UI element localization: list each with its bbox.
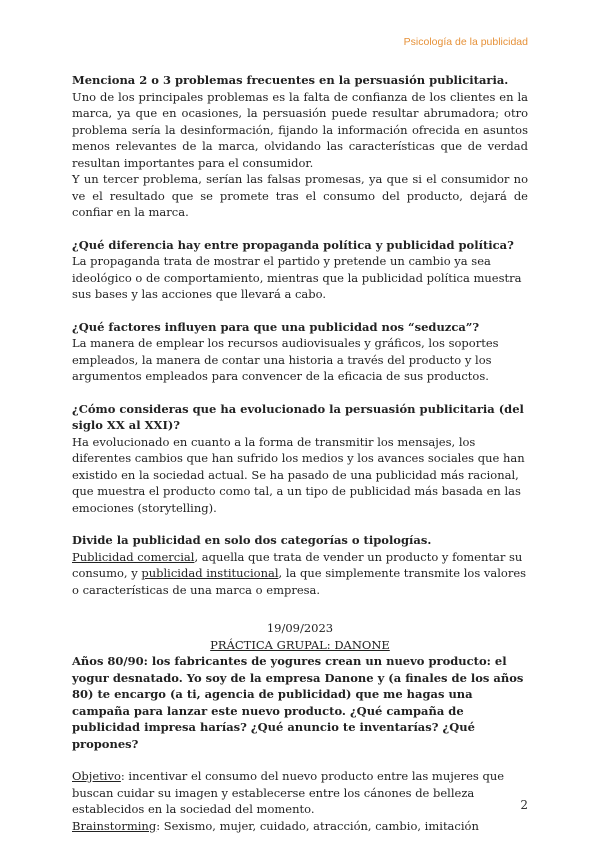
- objective-paragraph: [72, 768, 528, 818]
- question-4: ¿Cómo consideras que ha evolucionado la persuasión publicitaria (del siglo XX al XXI)?: [72, 401, 524, 432]
- answer-2: La propaganda trata de mostrar el partido y pretende un cambio ya sea ideológico o de comportamiento, mientras que la publicidad política muestra sus bases y las acciones que llevará a cabo.: [72, 254, 522, 301]
- answer-1-paragraph-1: Uno de los principales problemas es la falta de confianza de los clientes en la marca, ya que en ocasiones, la persuasión puede resultar abrumadora; otro problema sería la desinformación, fijando la información ofrecida en asuntos menos relevantes de la marca, olvidando las características que de verdad resultan importantes para el consumidor.: [72, 89, 528, 170]
- practice-date: 19/09/2023: [266, 621, 334, 635]
- objective-label: Objetivo: [72, 769, 121, 783]
- practice-prompt: Años 80/90: los fabricantes de yogures crean un nuevo producto: el yogur desnatado. Yo soy de la empresa Danone y (a finales de los años 80) te encargo (a ti, agencia de publicidad) que me hagas una campaña para lanzar este nuevo producto. ¿Qué campaña de publicidad impresa harías? ¿Qué anuncio te inventarías? ¿Qué propones?: [72, 654, 524, 751]
- answer-5-text-2: , la que simplemente transmite los valores o características de una marca o empresa.: [72, 566, 527, 597]
- page-number: 2: [520, 798, 528, 812]
- brainstorming-label: Brainstorming: [72, 818, 157, 833]
- answer-5-text-1: , aquella que trata de vender un producto y fomentar su consumo, y: [72, 549, 523, 580]
- term-publicidad-comercial: Publicidad comercial: [72, 549, 195, 564]
- brainstorming-text: : Sexismo, mujer, cuidado, atracción, cambio, imitación: [156, 818, 479, 833]
- practice-title: PRÁCTICA GRUPAL: DANONE: [210, 637, 390, 652]
- answer-1-paragraph-2: Y un tercer problema, serían las falsas promesas, ya que si el consumidor no ve el resultado que se promete tras el consumo del producto, dejará de confiar en la marca.: [72, 172, 528, 219]
- objective-text: : incentivar el consumo del nuevo producto entre las mujeres que buscan cuidar su imagen y establecerse entre los cánones de belleza establecidos en la sociedad del momento.: [72, 769, 505, 816]
- answer-5: [72, 549, 528, 599]
- header-title: Psicología de la publicidad: [403, 36, 528, 48]
- document-body: [72, 72, 528, 834]
- question-1: Menciona 2 o 3 problemas frecuentes en la persuasión publicitaria.: [72, 73, 509, 87]
- answer-4: Ha evolucionado en cuanto a la forma de transmitir los mensajes, los diferentes cambios que han sufrido los medios y los avances sociales que han existido en la sociedad actual. Se ha pasado de una publicidad más racional, que muestra el producto como tal, a un tipo de publicidad más basada en las emociones (storytelling).: [72, 434, 525, 515]
- question-5: Divide la publicidad en solo dos categorías o tipologías.: [72, 533, 432, 547]
- answer-3: La manera de emplear los recursos audiovisuales y gráficos, los soportes empleados, la manera de contar una historia a través del producto y los argumentos empleados para convencer de la eficacia de sus productos.: [72, 336, 499, 383]
- term-publicidad-institucional: publicidad institucional: [141, 566, 279, 580]
- question-3: ¿Qué factores influyen para que una publicidad nos “seduzca”?: [72, 319, 480, 334]
- brainstorming-paragraph: [72, 818, 528, 835]
- question-2: ¿Qué diferencia hay entre propaganda política y publicidad política?: [72, 237, 514, 252]
